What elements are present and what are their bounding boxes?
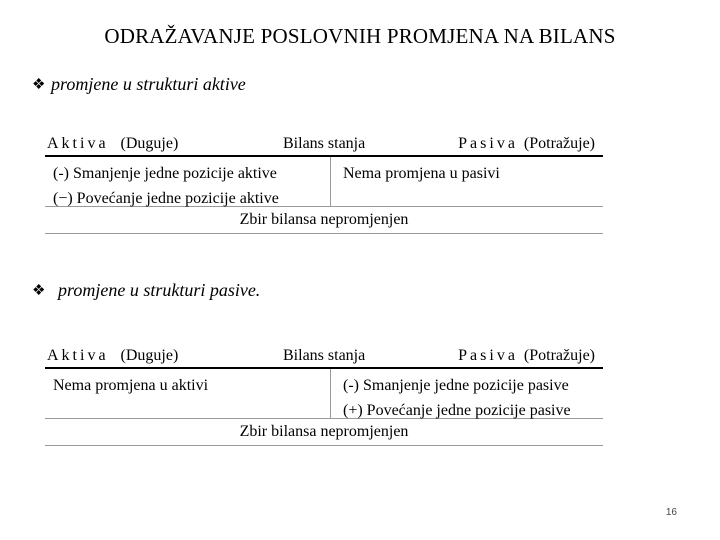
right-cell — [343, 161, 500, 186]
right-line: (-) Smanjenje jedne pozicije pasive — [343, 377, 569, 394]
bullet-text: promjene u strukturi aktive — [51, 74, 246, 94]
table-header — [45, 133, 603, 157]
page-number: 16 — [665, 507, 677, 518]
table-footer — [45, 207, 603, 234]
header-pasiva: Pasiva — [458, 135, 518, 152]
left-cell — [53, 373, 208, 398]
right-line: Nema promjena u pasivi — [343, 165, 500, 182]
header-duguje: (Duguje) — [120, 135, 179, 152]
header-duguje: (Duguje) — [120, 347, 179, 364]
header-aktiva: Aktiva — [47, 135, 109, 152]
slide-title: ODRAŽAVANJE POSLOVNIH PROMJENA NA BILANS — [104, 24, 616, 48]
footer-text: Zbir bilansa nepromjenjen — [239, 211, 409, 228]
header-left — [47, 347, 178, 365]
header-right — [458, 347, 595, 365]
header-left — [47, 135, 178, 153]
header-right — [458, 135, 595, 153]
right-line: (+) Povećanje jedne pozicije pasive — [343, 402, 571, 419]
left-line: (-) Smanjenje jedne pozicije aktive — [53, 165, 277, 182]
diamond-bullet-icon: ❖ — [32, 77, 46, 93]
balance-table-pasiva — [45, 345, 603, 446]
left-line: (−) Povećanje jedne pozicije aktive — [53, 190, 279, 207]
bullet-text: promjene u strukturi pasive. — [58, 280, 261, 300]
left-cell — [53, 161, 279, 211]
left-line: Nema promjena u aktivi — [53, 377, 209, 394]
header-potrazuje: (Potražuje) — [523, 135, 595, 152]
header-bilans-stanja: Bilans stanja — [283, 135, 366, 152]
bullet-item — [32, 280, 260, 301]
bullet-item — [32, 74, 246, 95]
column-divider — [330, 369, 331, 418]
balance-table-aktiva — [45, 133, 603, 234]
header-bilans-stanja: Bilans stanja — [283, 347, 366, 364]
diamond-bullet-icon: ❖ — [32, 283, 46, 299]
header-aktiva: Aktiva — [47, 347, 109, 364]
table-footer — [45, 419, 603, 446]
footer-text: Zbir bilansa nepromjenjen — [239, 423, 409, 440]
table-body — [45, 369, 603, 419]
header-potrazuje: (Potražuje) — [523, 347, 595, 364]
table-body — [45, 157, 603, 207]
header-pasiva: Pasiva — [458, 347, 518, 364]
column-divider — [330, 157, 331, 206]
table-header — [45, 345, 603, 369]
right-cell — [343, 373, 571, 423]
